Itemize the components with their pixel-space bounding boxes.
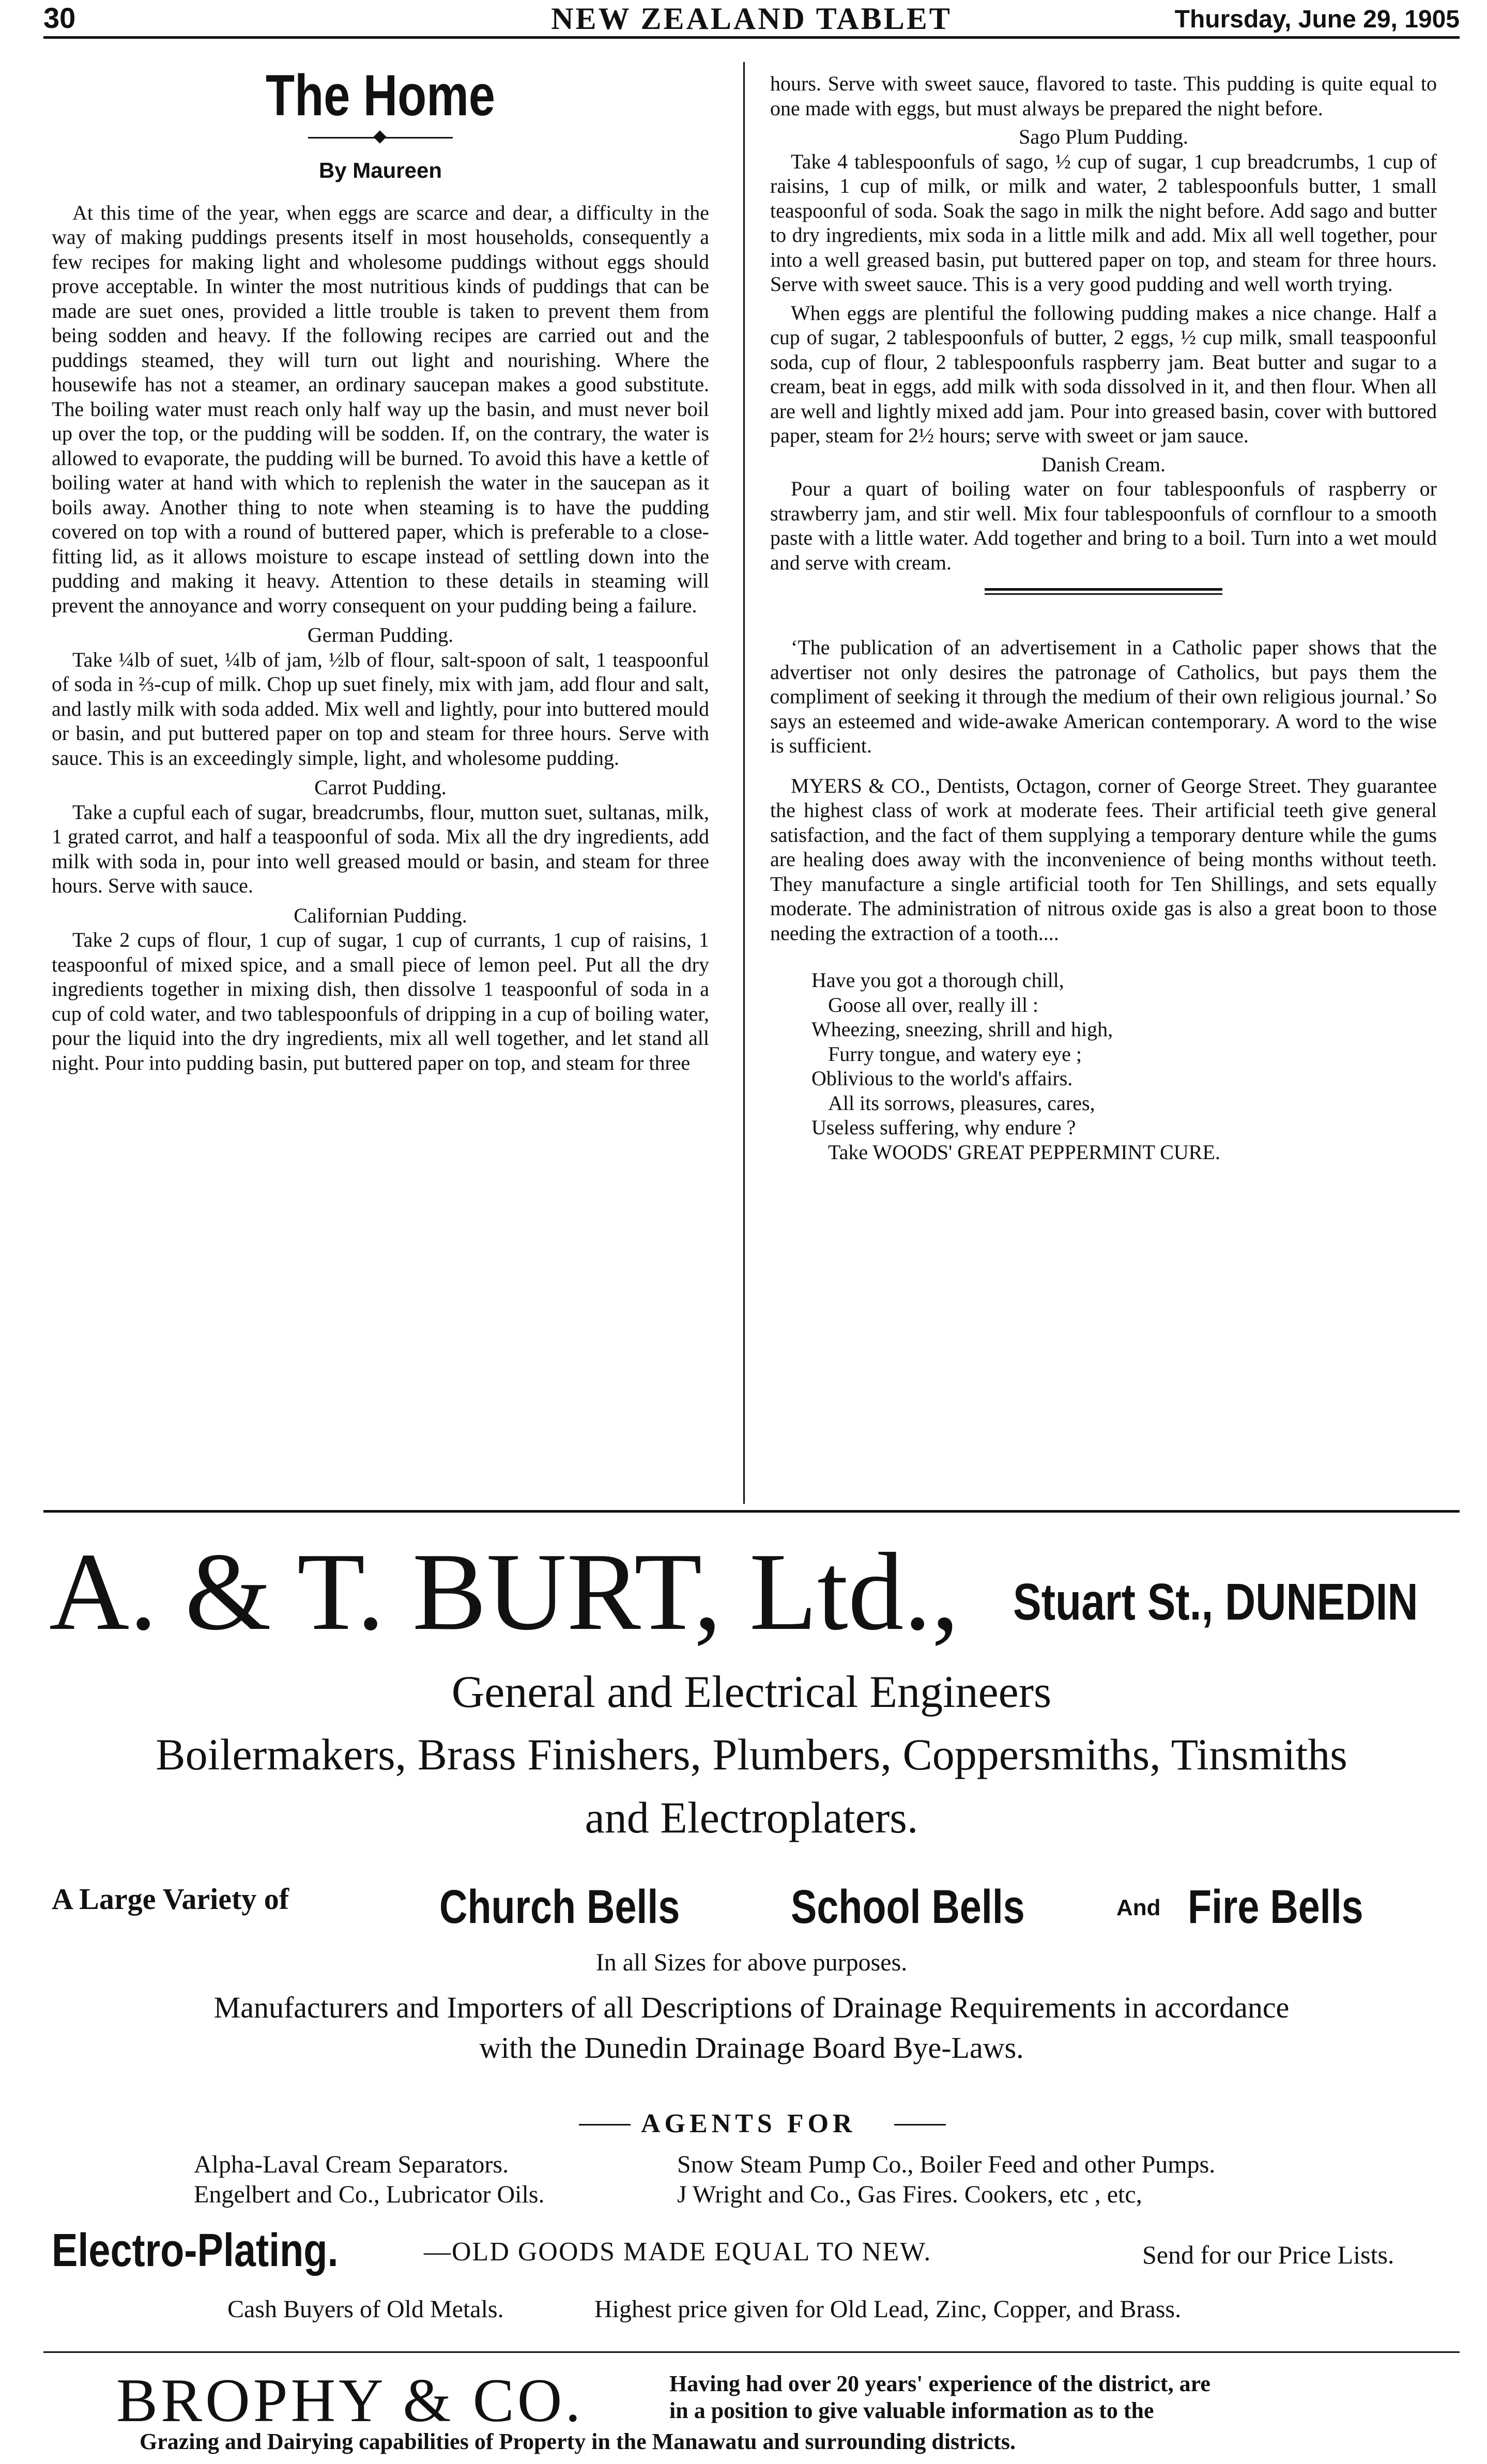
poem-line: Oblivious to the world's affairs. [811,1067,1073,1090]
article-title: The Home [266,63,495,128]
recipe-text: Take 2 cups of flour, 1 cup of sugar, 1 cup of currants, 1 cup of raisins, 1 teaspoonful of mixed spice, and a small piece of lemon peel. Put all the dry ingredients together in mixing dish, then dissolve 1 teaspoonful of soda in a cup of cold water, and two tablespoonfuls of dripping in a cup of boiling water, pour the liquid into the dry ingredients, mix all well together, and let stand all night. Pour into pudding basin, put buttered paper on top, and steam for three [52,928,709,1074]
continued-text: hours. Serve with sweet sauce, flavored to taste. This pudding is quite equal to one made with eggs, but must always be prepared the night before. [770,72,1437,120]
recipe-text: Pour a quart of boiling water on four tablespoonfuls of raspberry or strawberry jam, and stir well. Mix four tablespoonfuls of cornflour to a smooth paste with a little water. Add together and bring to a boil. Turn into a wet mould and serve with cream. [770,477,1437,574]
poem-line: Goose all over, really ill : [828,993,1039,1017]
poem-line: Useless suffering, why endure ? [811,1116,1076,1139]
column-divider [743,62,745,1504]
ad-separator [43,1510,1460,1513]
electro-plating-title: Electro-Plating. [52,2225,339,2276]
recipe-title: Carrot Pudding. [314,776,447,799]
section-divider [985,588,1222,595]
poem-line: All its sorrows, pleasures, cares, [828,1091,1095,1115]
right-column [770,71,1437,1164]
poem-line: Have you got a thorough chill, [811,968,1064,992]
and-word: And [1116,1895,1161,1920]
agent-item: Alpha-Laval Cream Separators. [194,2151,509,2178]
electro-plating-text: —OLD GOODS MADE EQUAL TO NEW. [424,2237,932,2267]
dentist-notice: MYERS & CO., Dentists, Octagon, corner of George Street. They guarantee the highest class of work at moderate fees. Their artificial teeth give general satisfaction, and the fact of them supplying a temporary denture while the gums are healing does away with the inconvenience of being months without teeth. They manufacture a single artificial tooth for Ten Shillings, and sets equally moderate. The administration of nitrous oxide gas is also a great boon to those needing the extraction of a tooth.... [770,774,1437,945]
brophy-separator [43,2351,1460,2353]
masthead: NEW ZEALAND TABLET [551,2,952,36]
peppermint-poem [770,968,1437,1164]
catholic-notice: ‘The publication of an advertisement in a Catholic paper shows that the advertiser not only desires the patronage of Catholics, but pays them the compliment of seeking it through the medium of their own religious journal.’ So says an esteemed and wide-awake American contemporary. A word to the wise is sufficient. [770,636,1437,757]
agent-item: Engelbert and Co., Lubricator Oils. [194,2181,545,2208]
recipe-text: Take 4 tablespoonfuls of sago, ½ cup of sugar, 1 cup breadcrumbs, 1 cup of raisins, 1 cup of milk, or milk and water, 2 tablespoonfuls butter, 1 small teaspoonful of soda. Soak the sago in milk the night before. Add sago and butter to dry ingredients, mix soda in a little milk and add. Mix all well together, pour into a well greased basin, put buttered paper on top, and steam for three hours. Serve with sweet sauce. This is a very good pudding and well worth trying. [770,149,1437,296]
cash-buyers: Cash Buyers of Old Metals. [227,2296,504,2323]
agent-item: J Wright and Co., Gas Fires. Cookers, etc , etc, [677,2181,1142,2208]
school-bells: School Bells [791,1881,1025,1933]
recipe-text: When eggs are plentiful the following pudding makes a nice change. Half a cup of sugar, 2 tablespoonfuls of butter, 2 eggs, ½ cup milk, small teaspoonful soda, cup of flour, 2 tablespoonfuls raspberry jam. Beat butter and sugar to a cream, beat in eggs, add milk with soda dissolved in it, and then flour. When all are well and lightly mixed add jam. Pour into greased basin, cover with buttored paper, steam for 2½ hours; serve with sweet or jam sauce. [770,301,1437,447]
left-column [52,62,709,1075]
agents-rule-right [894,2124,946,2126]
burt-location: Stuart St., DUNEDIN [1013,1573,1418,1631]
intro-paragraph: At this time of the year, when eggs are scarce and dear, a difficulty in the way of making puddings presents itself in most households, consequently a few recipes for making light and wholesome puddings without eggs should prove acceptable. In winter the most nutritious kinds of puddings that can be made are suet ones, provided a little trouble is taken to prevent them from being sodden and heavy. If the following recipes are carried out and the puddings steamed, they will turn out light and nourishing. Where the housewife has not a steamer, an ordinary saucepan makes a good substitute. The boiling water must reach only half way up the basin, and must never boil up over the top, or the pudding will be sodden. If, on the contrary, the water is allowed to evaporate, the pudding will be burned. To avoid this have a kettle of boiling water at hand with which to replenish the water in the saucepan as it boils away. Another thing to note when steaming is to have the pudding covered on top with a round of buttered paper, which is preferable to a close-fitting lid, as it allows moisture to escape instead of settling down into the pudding and making it heavy. Attention to these details in steaming will prevent the annoyance and worry consequent on your pudding being a failure. [52,201,709,617]
variety-label: A Large Variety of [52,1882,289,1916]
recipe-title: Sago Plum Pudding. [1019,125,1188,148]
price-lists: Send for our Price Lists. [1142,2240,1394,2269]
fire-bells: Fire Bells [1188,1881,1363,1933]
highest-price: Highest price given for Old Lead, Zinc, Copper, and Brass. [594,2296,1182,2323]
header-rule [43,36,1460,39]
page-number: 30 [43,2,76,34]
issue-date: Thursday, June 29, 1905 [1174,6,1460,33]
title-ornament [308,132,453,143]
brophy-text-1: Having had over 20 years' experience of the district, are [669,2371,1210,2396]
byline: By Maureen [318,158,442,182]
sizes-line: In all Sizes for above purposes. [595,1949,908,1976]
agents-heading: AGENTS FOR [641,2109,856,2138]
poem-line: Take WOODS' GREAT PEPPERMINT CURE. [828,1140,1220,1164]
agent-item: Snow Steam Pump Co., Boiler Feed and other Pumps. [677,2151,1216,2178]
church-bells: Church Bells [439,1881,680,1933]
burt-line-1: General and Electrical Engineers [451,1667,1052,1717]
poem-line: Furry tongue, and watery eye ; [828,1042,1082,1066]
poem-line: Wheezing, sneezing, shrill and high, [811,1018,1113,1041]
burt-name: A. & T. BURT, Ltd., [49,1530,959,1653]
drainage-line-2: with the Dunedin Drainage Board Bye-Laws. [479,2031,1024,2065]
brophy-text-2: in a position to give valuable information as to the [669,2398,1154,2423]
recipe-text: Take ¼lb of suet, ¼lb of jam, ½lb of flour, salt-spoon of salt, 1 teaspoonful of soda in ⅔-cup of milk. Chop up suet finely, mix with jam, add flour and salt, and lastly milk with soda added. Mix well and lightly, pour into buttered mould or basin, and put buttered paper on top and steam for three hours. Serve with sauce. This is an exceedingly simple, light, and wholesome pudding. [52,648,709,769]
burt-line-2: Boilermakers, Brass Finishers, Plumbers, Coppersmiths, Tinsmiths [156,1730,1347,1779]
agents-rule-left [579,2124,631,2126]
recipe-title: Californian Pudding. [294,903,467,927]
drainage-line-1: Manufacturers and Importers of all Descriptions of Drainage Requirements in accordance [213,1991,1290,2024]
recipe-title: German Pudding. [307,623,454,646]
page-header [43,0,1460,36]
burt-line-3: and Electroplaters. [585,1793,918,1842]
recipe-text: Take a cupful each of sugar, breadcrumbs, flour, mutton suet, sultanas, milk, 1 grated carrot, and half a teaspoonful of soda. Mix all the dry ingredients, add milk with soda in, pour into well greased mould or basin, and steam for three hours. Serve with sauce. [52,800,709,897]
brophy-name: BROPHY & CO. [116,2366,584,2435]
brophy-text-3: Grazing and Dairying capabilities of Property in the Manawatu and surrounding districts. [140,2429,1016,2454]
recipe-title: Danish Cream. [1041,452,1166,476]
